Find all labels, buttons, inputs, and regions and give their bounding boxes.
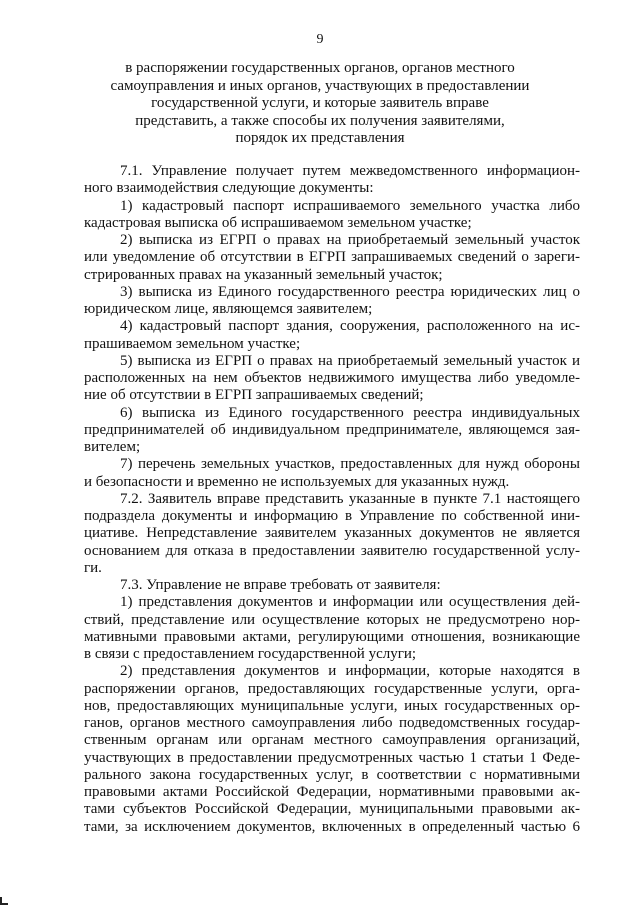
text-line: тами, за исключением документов, включенных в определенный частью 6	[84, 818, 580, 835]
text-line: ганов, органов местного самоуправления либо подведомственных государ-	[84, 715, 580, 731]
text-line: или уведомление об отсутствии в ЕГРП запрашиваемых сведений о зареги-	[84, 249, 580, 266]
heading-line: самоуправления и иных органов, участвующих в предоставлении	[110, 77, 530, 94]
text-line: нов, предоставляющих муниципальные услуги, иных государственных ор-	[84, 697, 580, 714]
text-line: в связи с предоставлением государственной услуги;	[84, 646, 417, 662]
text-line: 7) перечень земельных участков, предоставленных для нужд обороны	[120, 456, 580, 473]
text-line: участвующих в предоставлении предусмотренных частью 1 статьи 1 Феде-	[84, 749, 580, 766]
text-line: прашиваемом земельном участке;	[84, 335, 301, 352]
scan-corner-mark	[0, 897, 8, 905]
body-text	[84, 163, 580, 836]
text-line: мативными правовыми актами, регулирующими отношения, возникающие	[84, 628, 580, 645]
text-line: ги.	[84, 559, 102, 576]
text-line: и безопасности и временно не используемых для указанных нужд.	[84, 473, 510, 490]
heading-line: порядок их представления	[235, 130, 405, 146]
text-line: кадастровая выписка об испрашиваемом земельном участке;	[84, 214, 472, 231]
text-line: рального закона государственных услуг, в соответствии с нормативными	[84, 766, 580, 783]
text-line: ного взаимодействия следующие документы:	[84, 180, 374, 197]
text-line: ние об отсутствии в ЕГРП запрашиваемых сведений;	[84, 387, 424, 404]
text-line: ствий, представление или осуществление которых не предусмотрено нор-	[84, 611, 580, 628]
text-line: предпринимателей об индивидуальном предпринимателе, являющемся зая-	[84, 421, 580, 438]
text-line: правовыми актами Российской Федерации, нормативными правовыми ак-	[84, 784, 580, 800]
text-line: основанием для отказа в предоставлении заявителю государственной услу-	[84, 542, 580, 559]
text-line: 2) выписка из ЕГРП о правах на приобретаемый земельный участок	[120, 232, 580, 248]
heading-line: в распоряжении государственных органов, органов местного	[125, 60, 515, 76]
heading-line: государственной услуги, и которые заявитель вправе	[151, 95, 489, 111]
text-line: 7.3. Управление не вправе требовать от заявителя:	[120, 577, 441, 593]
section-heading	[110, 60, 530, 148]
text-line: 1) представления документов и информации или осуществления дей-	[120, 594, 580, 611]
text-line: юридическом лице, являющемся заявителем;	[84, 301, 373, 317]
text-line: стрированных правах на указанный земельный участок;	[84, 266, 443, 283]
text-line: расположенных на нем объектов недвижимого имущества либо уведомле-	[84, 370, 580, 386]
text-line: 4) кадастровый паспорт здания, сооружения, расположенного на ис-	[120, 318, 580, 335]
text-line: 7.1. Управление получает путем межведомственного информацион-	[120, 163, 580, 179]
text-line: 7.2. Заявитель вправе представить указанные в пункте 7.1 настоящего	[120, 490, 580, 507]
page-number: 9	[316, 32, 324, 47]
text-line: тами субъектов Российской Федерации, муниципальными правовыми ак-	[84, 801, 580, 818]
text-line: 1) кадастровый паспорт испрашиваемого земельного участка либо	[120, 197, 580, 214]
text-line: 6) выписка из Единого государственного реестра индивидуальных	[120, 404, 580, 421]
text-line: вителем;	[84, 439, 141, 455]
text-line: 5) выписка из ЕГРП о правах на приобретаемый земельный участок и	[120, 352, 580, 369]
text-line: подраздела документы и информацию в Управление по собственной ини-	[84, 508, 580, 524]
text-line: 2) представления документов и информации, которые находятся в	[120, 663, 580, 680]
text-line: ственным органам или органам местного самоуправления организаций,	[84, 732, 580, 749]
text-line: распоряжении органов, предоставляющих государственные услуги, орга-	[84, 680, 580, 697]
text-line: циативе. Непредставление заявителем указанных документов не является	[84, 525, 580, 542]
heading-line: представить, а также способы их получения заявителями,	[135, 112, 505, 129]
text-line: 3) выписка из Единого государственного реестра юридических лиц о	[120, 283, 580, 300]
